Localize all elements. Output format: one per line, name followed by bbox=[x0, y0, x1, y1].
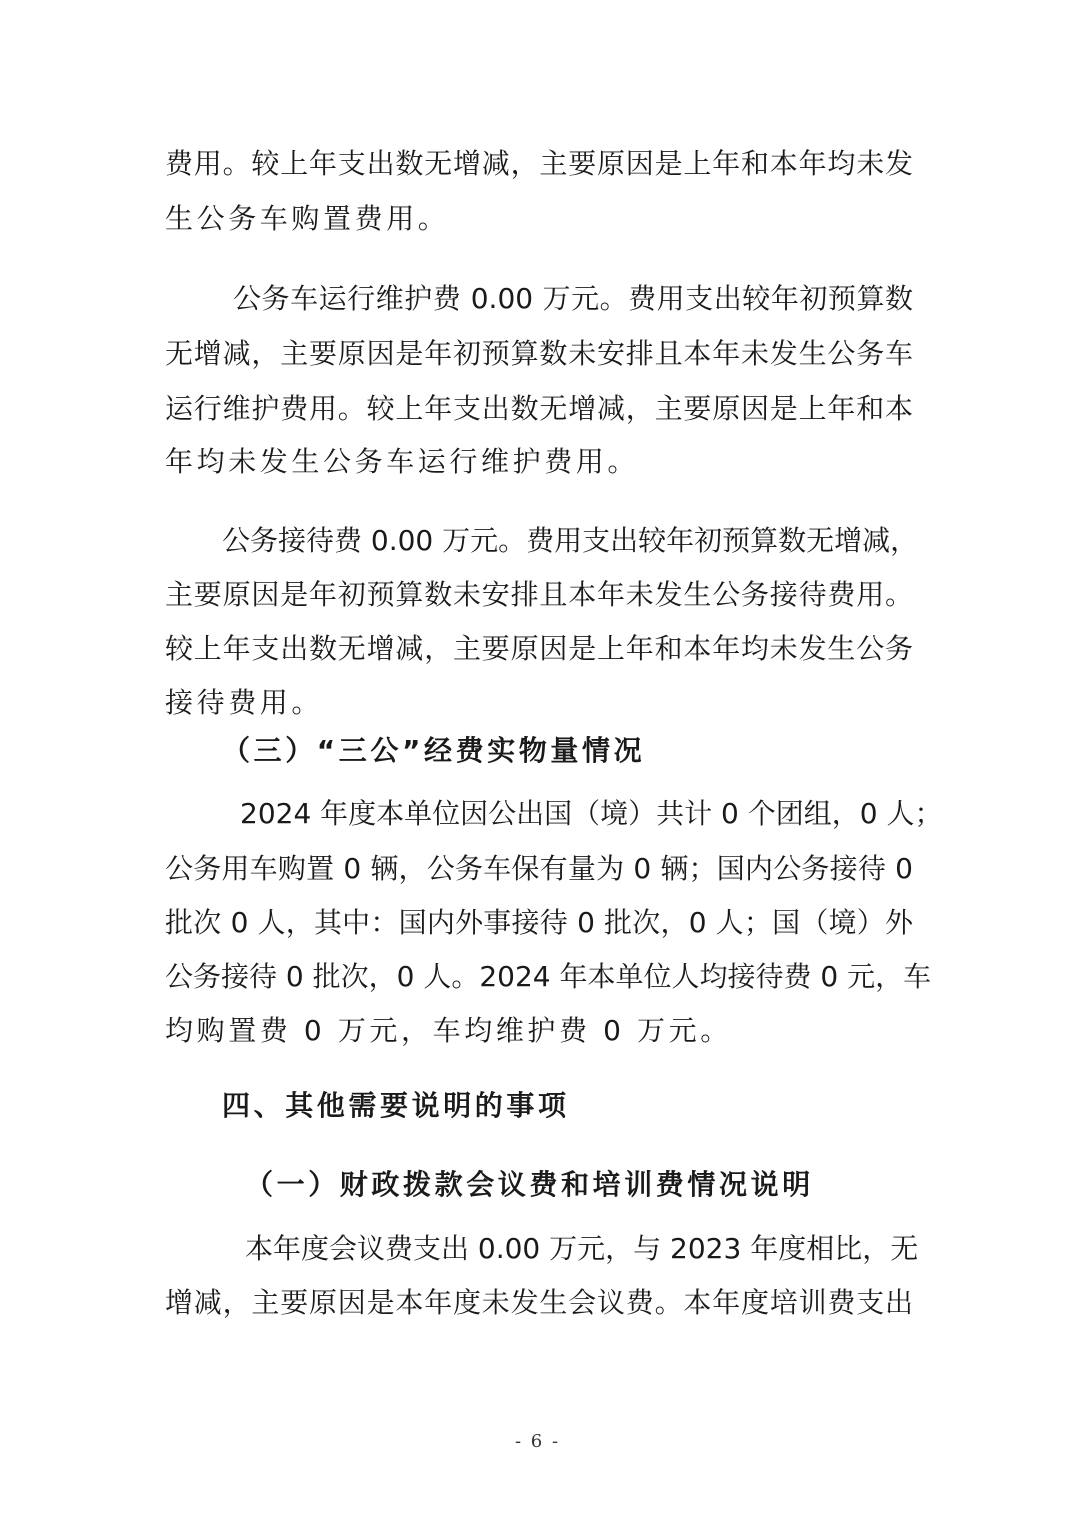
text-line: 生公务车购置费用。 bbox=[165, 202, 450, 235]
text-line: 较上年支出数无增减，主要原因是上年和本年均未发生公务 bbox=[165, 632, 913, 665]
text-line: 公务车运行维护费 0.00 万元。费用支出较年初预算数 bbox=[233, 282, 913, 315]
section-heading: 四、其他需要说明的事项 bbox=[222, 1089, 570, 1122]
text-line: 增减，主要原因是本年度未发生会议费。本年度培训费支出 bbox=[165, 1286, 913, 1319]
text-line: 批次 0 人，其中：国内外事接待 0 批次，0 人；国（境）外 bbox=[165, 906, 913, 939]
text-line: 无增减，主要原因是年初预算数未安排且本年未发生公务车 bbox=[165, 337, 913, 370]
text-line: 均购置费 0 万元，车均维护费 0 万元。 bbox=[165, 1014, 732, 1047]
text-line: 公务接待费 0.00 万元。费用支出较年初预算数无增减， bbox=[222, 524, 919, 557]
text-line: 公务用车购置 0 辆，公务车保有量为 0 辆；国内公务接待 0 bbox=[165, 852, 913, 885]
text-line: 本年度会议费支出 0.00 万元，与 2023 年度相比，无 bbox=[245, 1232, 919, 1265]
subsection-heading: （一）财政拨款会议费和培训费情况说明 bbox=[245, 1168, 814, 1201]
text-line: 接待费用。 bbox=[165, 686, 324, 719]
text-line: 主要原因是年初预算数未安排且本年未发生公务接待费用。 bbox=[165, 578, 913, 611]
text-line: 年均未发生公务车运行维护费用。 bbox=[165, 445, 640, 478]
section-heading: （三）“三公”经费实物量情况 bbox=[222, 734, 646, 767]
page-number: - 6 - bbox=[514, 1431, 561, 1452]
text-line: 公务接待 0 批次，0 人。2024 年本单位人均接待费 0 元，车 bbox=[165, 960, 932, 993]
text-line: 2024 年度本单位因公出国（境）共计 0 个团组，0 人； bbox=[240, 797, 943, 830]
text-line: 费用。较上年支出数无增减，主要原因是上年和本年均未发 bbox=[165, 147, 913, 180]
text-line: 运行维护费用。较上年支出数无增减，主要原因是上年和本 bbox=[165, 392, 913, 425]
